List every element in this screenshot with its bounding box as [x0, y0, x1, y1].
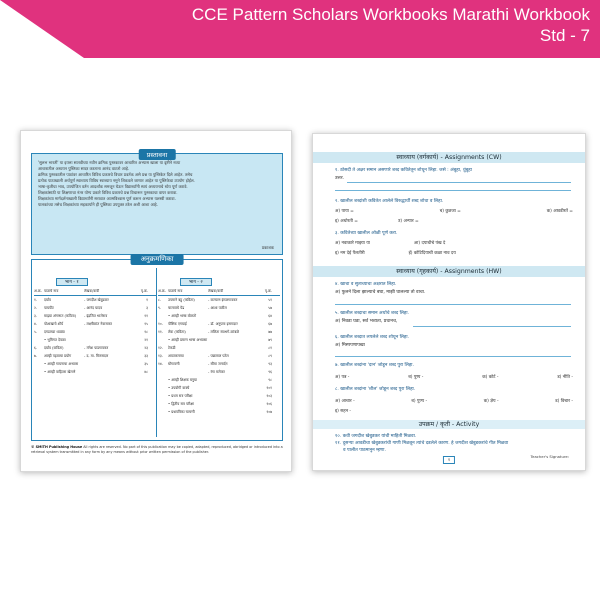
- toc-row-page: ६७: [268, 322, 272, 326]
- toc-row-title: लेक (कविता): [168, 330, 186, 334]
- option: ब) पुष्प -: [408, 375, 424, 380]
- option: अ) पत्र -: [335, 375, 350, 380]
- option: ब) कुठजा =: [439, 209, 461, 214]
- toc-row-number: ८.: [158, 298, 162, 302]
- toc-row-author: [208, 376, 256, 384]
- col-page: पृ.क्र.: [140, 289, 148, 293]
- toc-row-title: टेकडी: [168, 346, 176, 350]
- toc-row-page: १०६: [266, 402, 272, 406]
- toc-row-page: ११: [144, 314, 148, 318]
- toc-row-number: [34, 368, 44, 376]
- copyright-brand: © SMITH Publishing House: [31, 445, 83, 449]
- toc-row-title: • आम्ही गायनाचा अभ्यास: [44, 362, 79, 366]
- part-2-label: भाग - २: [180, 278, 212, 286]
- option: ड) नीति -: [557, 375, 573, 380]
- toc-row-page: ३३: [144, 354, 148, 358]
- toc-row-author: [208, 384, 256, 392]
- answer-label: उत्तर.: [335, 176, 345, 181]
- preface-heading: प्रस्तावना: [139, 149, 176, 160]
- copyright-notice: [31, 445, 283, 455]
- toc-row-author: [208, 400, 256, 408]
- toc-row-title: दर्याव (कविता): [44, 346, 64, 350]
- option: इ) अधोरती =: [335, 219, 358, 224]
- toc-row: [158, 344, 280, 352]
- toc-row-number: ७.: [34, 354, 38, 358]
- hw-heading: स्वाध्याय (गृहकार्य) - Assignments (HW): [313, 266, 585, 277]
- toc-row-page: ९८: [268, 378, 272, 382]
- option: ब) पुण्य -: [411, 399, 428, 404]
- toc-row: [158, 328, 280, 336]
- toc-row-author: - इंद्रजित भालेराव: [84, 314, 108, 318]
- col-author: लेखक/कवी: [84, 289, 100, 293]
- toc-row-page: १०७: [266, 410, 272, 414]
- toc-row: [34, 312, 156, 320]
- table-of-contents: [31, 255, 283, 441]
- toc-row-author: [84, 328, 132, 336]
- option: अ) पाया =: [335, 209, 354, 214]
- toc-row-author: - सीमा जनार्दन: [208, 362, 228, 366]
- part-1-label: भाग - १: [56, 278, 88, 286]
- toc-row: [158, 368, 280, 376]
- copyright-text: All rights are reserved. No part of this publication may be copied, adapted, reproduced, abridged or introduced into a retrieval system transmitted in any form by any means without prior written permission of the publisher.: [31, 445, 283, 454]
- toc-row: [158, 400, 280, 408]
- toc-row-number: ३.: [34, 314, 38, 318]
- toc-row: [34, 352, 156, 360]
- col-no: अ.क्र.: [34, 289, 42, 293]
- toc-row: [34, 360, 156, 368]
- toc-row-author: - रंगा मलेकर: [208, 370, 225, 374]
- question-2-options-row: [335, 208, 573, 214]
- activity-2-cont: व पालीत पाठमानुन म्हणा.: [343, 448, 386, 453]
- toc-row-page: २१: [144, 338, 148, 342]
- question-6: ६. खालील शब्दात लपलेले शब्द शोधून लिहा.: [335, 335, 410, 340]
- toc-row: [34, 320, 156, 328]
- toc-row: [34, 304, 156, 312]
- question-4: ४. खाचा व सुताच्याचा अक्षरात लिहा.: [335, 282, 397, 287]
- col-title: पाठाचे नाव: [44, 289, 59, 293]
- toc-row-author: [208, 392, 256, 400]
- toc-row-author: - पन्नालाल पटेल: [208, 354, 229, 358]
- toc-row-number: [158, 408, 168, 416]
- toc-row-number: १.: [34, 298, 38, 302]
- preface-line: क्रमिक पुस्तकातील पाठांवर आधारित विविध प्रकारचे विचार प्रवर्तक असे प्रश्न या पुस्तिकेत दिले आहेत. तसेच: [38, 172, 193, 177]
- toc-row-title: • उपयोगी वाक्ये: [168, 386, 190, 390]
- toc-row-number: [34, 360, 44, 368]
- toc-row-author: [208, 408, 256, 416]
- toc-row-page: ८१: [268, 346, 272, 350]
- question-2-options-row: [335, 218, 573, 224]
- toc-row-author: [84, 368, 132, 376]
- toc-row-page: ४८: [144, 370, 148, 374]
- toc-row-number: [158, 368, 168, 376]
- answer-line: [347, 182, 571, 183]
- toc-row-page: ८९: [268, 354, 272, 358]
- toc-row-number: [34, 336, 44, 344]
- toc-row: [34, 344, 156, 352]
- toc-row-author: - मंगेश पाडगावकर: [84, 346, 109, 350]
- toc-row-author: - लक्ष्मीकांत नेवासकर: [84, 322, 113, 326]
- toc-row-number: १२.: [158, 346, 163, 350]
- toc-row: [158, 352, 280, 360]
- cw-heading: स्वाध्याय (वर्गकार्य) - Assignments (CW): [313, 152, 585, 163]
- question-8-options-row: [335, 408, 573, 414]
- toc-row-number: ६.: [34, 346, 38, 350]
- toc-row-number: [158, 376, 168, 384]
- toc-row-number: [158, 336, 168, 344]
- toc-row: [158, 304, 280, 312]
- toc-row-page: १०१: [266, 386, 272, 390]
- preface-line: भाषा-कृतीचा भाव, उपयोजित वर्तन आदर्शांक समजून घेऊन विद्यार्थ्यांनी स्वयं अध्ययनाचे ध्येय पूर्ण करावे.: [38, 184, 188, 189]
- toc-row-title: पोशाखाचे शौर्य: [44, 322, 64, 326]
- option: अ) आचार -: [335, 399, 355, 404]
- col-author: लेखक/कवी: [208, 289, 224, 293]
- toc-rows-1: [34, 296, 156, 376]
- toc-row: [158, 392, 280, 400]
- option: क) कोर्ट -: [482, 375, 499, 380]
- toc-row: [34, 368, 156, 376]
- toc-row-number: १४.: [158, 362, 163, 366]
- toc-row-title: • प्रथम सत्र परीक्षा: [168, 394, 193, 398]
- question-8-options-row: [335, 398, 573, 404]
- question-7: ७. खालील शब्दांना 'दान' जोडून शब्द पुरा लिहा.: [335, 363, 414, 368]
- toc-row-author: - डॉ. अनुपमा इनामदार: [208, 322, 238, 326]
- toc-row-title: दर्याव: [44, 298, 51, 302]
- toc-row-page: ९६: [268, 370, 272, 374]
- toc-row-page: ३: [146, 306, 148, 310]
- question-2: २. खालील शब्दांशी कवितेत आलेले विरुद्धार्थी शब्द शोधा व लिहा.: [335, 199, 444, 204]
- question-3-options-row: [335, 240, 573, 246]
- page-number: १: [443, 456, 455, 464]
- toc-row-author: - द. मा. मिरासदार: [84, 354, 109, 358]
- toc-row-page: ७७: [268, 330, 272, 334]
- toc-header: [34, 289, 156, 296]
- question-8: ८. खालील शब्दांना 'शील' जोडून शब्द पुरा लिहा.: [335, 387, 416, 392]
- product-title: [192, 4, 590, 46]
- toc-row: [34, 328, 156, 336]
- activity-1: १०. कवी जगदीश खेबुडकर यांची माहिती मिळवा.: [335, 434, 417, 439]
- col-page: पृ.क्र.: [264, 289, 272, 293]
- toc-row-page: ५७: [268, 306, 272, 310]
- preface-line: शिक्षकांसाठी या शिक्षणाचा नंतर योग्य प्रकारे विविध प्रकारचे प्रश्न विचारून पुस्तकाचा वापर करावा.: [38, 190, 178, 195]
- answer-line: [413, 326, 571, 327]
- product-title-line2: Std - 7: [539, 26, 590, 45]
- toc-row-page: ७९: [268, 338, 272, 342]
- toc-row-number: [158, 312, 168, 320]
- toc-row-page: १: [146, 298, 148, 302]
- toc-row-page: २३: [144, 346, 148, 350]
- toc-row: [34, 296, 156, 304]
- toc-row-author: - जगदीश खेबुडकर: [84, 298, 109, 302]
- toc-heading: अनुक्रमणिका: [131, 254, 184, 265]
- toc-row-title: माझ्या अंगणात (कविता): [44, 314, 76, 318]
- toc-row: [158, 360, 280, 368]
- toc-row-page: १५: [144, 322, 148, 326]
- preface-line: पालकांच्या तसेच शिक्षकांच्या सहकार्याने ही पुस्तिका उपयुक्त ठरेल अशी आशा आहे.: [38, 202, 158, 207]
- toc-row-title: घोंगावणी: [168, 362, 180, 366]
- toc-row: [158, 320, 280, 328]
- toc-row: [158, 296, 280, 304]
- preface-line: शिक्षकांच्या मार्गदर्शनाखाली विद्यार्थ्यांनी सरावात आत्मविश्वास पूर्ण करून अभ्यास यशस्वी करावा.: [38, 196, 176, 201]
- question-5-sub: अ) निवडा घडा, सर्व भव्यता, प्रधानच,: [335, 319, 398, 324]
- toc-row-title: • आम्ही भाषा बोलतो: [168, 314, 197, 318]
- toc-row-author: [208, 312, 256, 320]
- toc-row-page: १०३: [266, 394, 272, 398]
- option: क) आवडीरतें =: [546, 209, 573, 214]
- publisher-label: प्रकाशक: [261, 245, 274, 250]
- toc-row-author: [84, 336, 132, 344]
- toc-row-number: २.: [34, 306, 38, 310]
- toc-row: [158, 384, 280, 392]
- answer-line: [335, 356, 571, 357]
- toc-row-title: [168, 368, 208, 376]
- toc-row-number: [158, 400, 168, 408]
- toc-row-title: पौष्टिक एगयाई: [168, 322, 187, 326]
- toc-row-title: • आम्ही शिक्षक बनुया: [168, 378, 197, 382]
- option: ड) विचार -: [555, 399, 573, 404]
- activity-2: ११. दुसऱ्या आवडीचा खेबुडकरांची गाणी मिळवून त्यांचे दडलेले कारण. हे जगदीश खेबुडकरांचे गीत मिळवा: [335, 441, 509, 446]
- col-no: अ.क्र.: [158, 289, 166, 293]
- toc-row-number: ४.: [34, 322, 38, 326]
- toc-row-author: [208, 344, 256, 352]
- preface-line: आधारातील अध्ययन पुस्तिका सादर करताना आनंद वाटतो आहे.: [38, 166, 130, 171]
- teacher-signature-label: Teacher's Signature:: [530, 454, 569, 459]
- product-title-line1: CCE Pattern Scholars Workbooks Marathi Workbook: [191, 5, 590, 24]
- toc-row-page: १८: [144, 330, 148, 334]
- preface-line: 'सुलभ भारती' या इयत्ता सातवीच्या नवीन क्रमिक पुस्तकावर आधारित अभ्यास खाला या दृष्टीने नव्या: [38, 160, 181, 165]
- option: आ) दयाधीचे पंख दे: [413, 241, 446, 246]
- question-3-options-row: [335, 250, 573, 256]
- toc-row: [158, 408, 280, 416]
- toc-row-page: ३५: [144, 362, 148, 366]
- preface-box: [31, 153, 283, 255]
- option: अ) नवाकारे माझ्या या: [335, 241, 370, 246]
- toc-row-author: [208, 336, 256, 344]
- toc-row-author: [84, 360, 132, 368]
- toc-row-title: • आम्ही वाहितरा खेलणे: [44, 370, 76, 374]
- toc-row: [158, 376, 280, 384]
- right-page: [312, 133, 586, 471]
- option: ई) कोटिदियाची कळा नाव दय: [408, 251, 456, 256]
- toc-row: [158, 336, 280, 344]
- toc-row-page: ९३: [268, 362, 272, 366]
- preface-text: [38, 160, 276, 208]
- left-page: [20, 130, 292, 472]
- toc-row-title: • आम्ही प्रमाण भाषा अभ्यासा: [168, 338, 208, 342]
- activity-heading: उपक्रम / कृती - Activity: [313, 420, 585, 429]
- toc-divider: [156, 268, 157, 437]
- toc-rows-2: [158, 296, 280, 416]
- toc-row-number: ९.: [158, 306, 162, 310]
- toc-row-title: पायपीट: [44, 306, 54, 310]
- toc-row-title: आम्ही पहायचा प्रयोग: [44, 354, 72, 358]
- toc-row-author: - ललिता स्वाभगे-कांबळे: [208, 330, 240, 334]
- toc-row-author: - आनंद यादव: [84, 306, 103, 310]
- toc-row-number: १०.: [158, 322, 163, 326]
- question-5: ५. खालील शब्दाचा समान अर्थाचे शब्द लिहा.: [335, 311, 409, 316]
- toc-row-number: [158, 384, 168, 392]
- toc-row-title: चालायचे पेंढ: [168, 306, 185, 310]
- question-3: ३. कवितेच्या खालील ओळी पूर्ण करा.: [335, 231, 398, 236]
- option: उ) अन्यार =: [397, 219, 419, 224]
- question-6-sub: अ) मिस्पपणापखा: [335, 343, 365, 348]
- toc-row-author: - आशा पाटील: [208, 306, 227, 310]
- preface-line: प्रत्येक पाठाखाली अर्थपूर्ण स्वाध्याय विविध स्वाध्याय नमुने शिकवले जाणार आहेत या पुस्तिकेचा उपयोग होईल.: [38, 178, 195, 183]
- toc-row-number: ११.: [158, 330, 163, 334]
- toc-header: [158, 289, 280, 296]
- option: क) ज्ञेय -: [483, 399, 499, 404]
- question-1: १. ठोसदी ते अक्षर समान असणारे शब्द कवितेतून शोधून लिहा. जसे : अंबुहा, धुंबुहा: [335, 168, 472, 173]
- toc-row-title: दगडाच्या थाळ्या: [44, 330, 65, 334]
- toc-row-title: उपमाने बहु (कविता): [168, 298, 195, 302]
- toc-row-number: ५.: [34, 330, 38, 334]
- toc-row-number: [158, 392, 168, 400]
- answer-line: [335, 190, 571, 191]
- toc-part-1: [34, 268, 156, 437]
- col-title: पाठाचे नाव: [168, 289, 183, 293]
- toc-row-number: १३.: [158, 354, 163, 358]
- option: इ) नम देई पैलतीरी: [335, 251, 365, 256]
- option: इ) सहन -: [335, 409, 351, 414]
- question-4-sub: अ) फुलने दिला झाल्याचे बघा, माझी घालल्या तो वाचा.: [335, 290, 426, 295]
- toc-row-title: • द्वितीय सत्र परीक्षा: [168, 402, 194, 406]
- toc-row: [158, 312, 280, 320]
- question-7-options-row: [335, 374, 573, 380]
- toc-part-2: [158, 268, 280, 437]
- toc-row-page: ५१: [268, 298, 272, 302]
- toc-row-title: • भूमिगत देवळा: [44, 338, 66, 342]
- toc-row-page: ६४: [268, 314, 272, 318]
- toc-row-author: - कल्याण इंगळगावकर: [208, 298, 238, 302]
- toc-row-title: अवतारलाचा: [168, 354, 184, 358]
- toc-row: [34, 336, 156, 344]
- answer-line: [335, 304, 571, 305]
- toc-row-title: • प्रश्नपत्रिका चाचणी: [168, 410, 195, 414]
